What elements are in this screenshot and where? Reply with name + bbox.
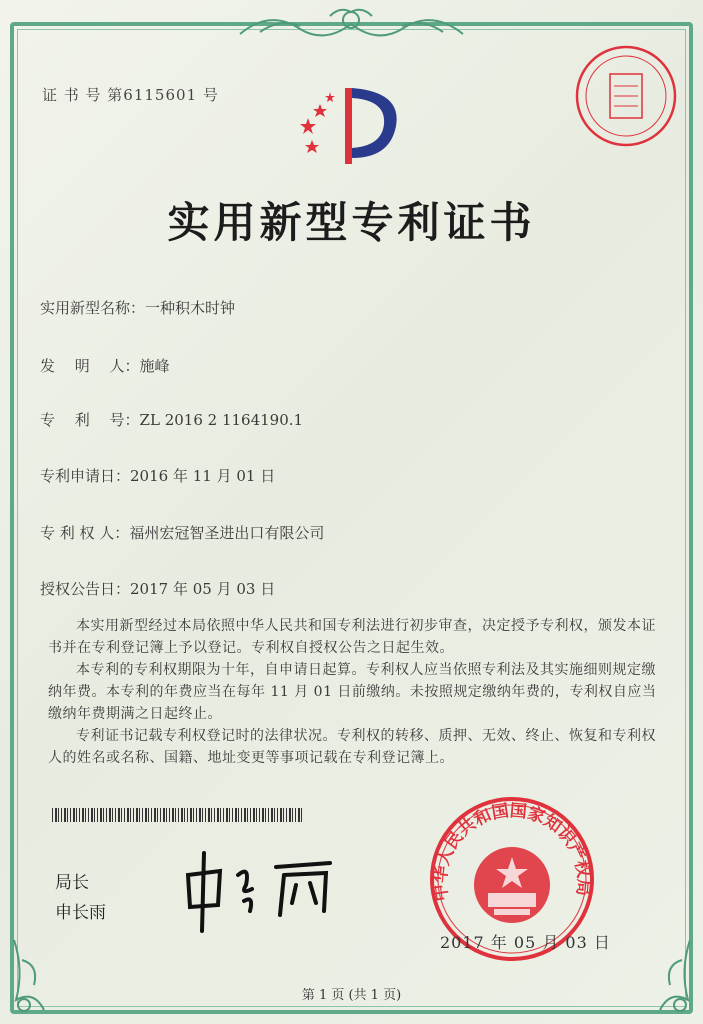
director-name: 申长雨	[55, 903, 106, 923]
certificate-title: 实用新型专利证书	[167, 198, 536, 247]
paragraph-grant: 本实用新型经过本局依照中华人民共和国专利法进行初步审查，决定授予专利权，颁发本证书并在专利登记簿上予以登记。专利权自授权公告之日起生效。	[48, 618, 656, 656]
field-label: 发 明 人：	[40, 357, 140, 375]
field-patent-number	[40, 409, 303, 430]
tax-stamp-icon	[574, 44, 678, 148]
field-label: 专 利 权 人：	[40, 524, 130, 542]
page-number: 第 1 页 (共 1 页)	[301, 988, 402, 1003]
bottom-right-ornament-icon	[630, 930, 700, 1020]
bottom-left-ornament-icon	[4, 930, 74, 1020]
field-value: 施峰	[139, 357, 170, 375]
field-value: 2017 年 05 月 03 日	[130, 580, 276, 598]
paragraph-term: 本专利的专利权期限为十年，自申请日起算。专利权人应当依照专利法及其实施细则规定缴纳年费。本专利的年费应当在每年 11 月 01 日前缴纳。未按照规定缴纳年费的，专利权自应当缴纳年费期满之日起终止。	[48, 662, 657, 722]
field-inventor	[40, 355, 170, 376]
director-title: 局长	[55, 873, 89, 893]
field-value: 福州宏冠智圣进出口有限公司	[129, 524, 325, 542]
field-patentee	[40, 522, 324, 543]
certificate-number: 证 书 号 第6115601 号	[42, 86, 219, 104]
field-value: 2016 年 11 月 01 日	[130, 467, 276, 485]
director-signature-icon	[180, 845, 340, 935]
field-label: 实用新型名称：	[40, 299, 146, 317]
sipo-logo-icon	[290, 78, 410, 168]
field-utility-model-name	[40, 297, 235, 318]
field-application-date	[40, 465, 275, 486]
field-label: 授权公告日：	[40, 580, 131, 598]
field-label: 专 利 号：	[40, 411, 140, 429]
field-grant-date	[40, 578, 275, 599]
barcode	[52, 808, 302, 822]
field-value: 一种积木时钟	[145, 299, 236, 317]
paragraph-legal-status: 专利证书记载专利权登记时的法律状况。专利权的转移、质押、无效、终止、恢复和专利权人的姓名或名称、国籍、地址变更等事项记载在专利登记簿上。	[48, 728, 656, 766]
seal-text: 中华人民共和国国家知识产权局	[430, 800, 594, 903]
seal-date: 2017 年 05 月 03 日	[440, 933, 611, 952]
field-label: 专利申请日：	[40, 467, 131, 485]
field-value: ZL 2016 2 1164190.1	[139, 411, 304, 429]
top-ornament-icon	[230, 4, 473, 44]
